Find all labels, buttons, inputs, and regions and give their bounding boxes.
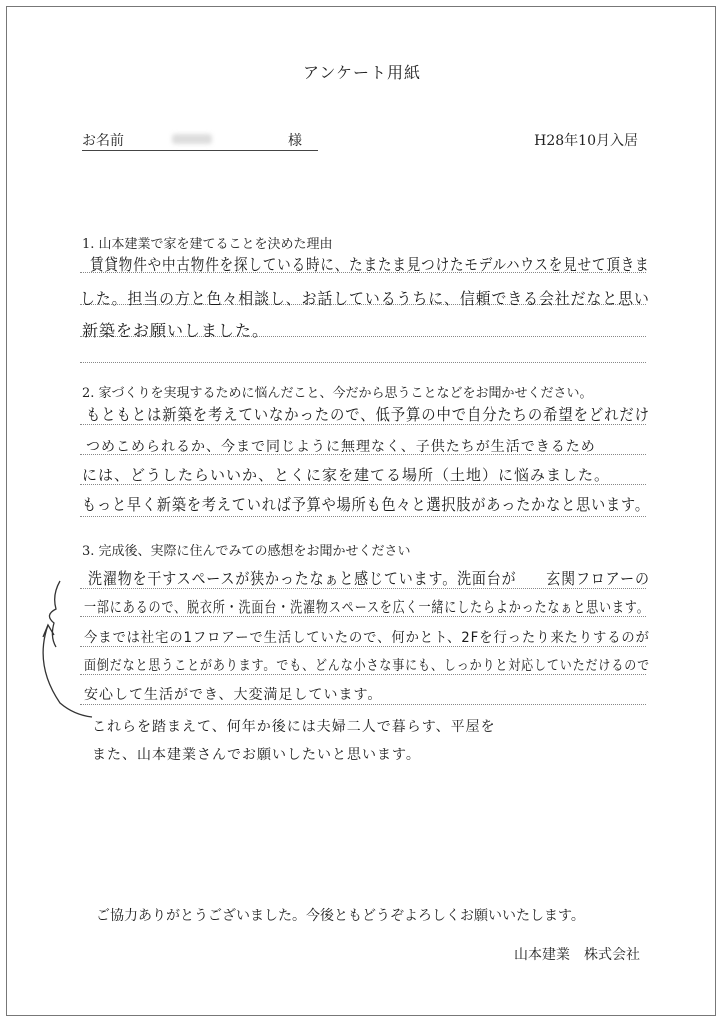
answer-2-line-2: つめこめられるか、今まで同じように無理なく、子供たちが生活できるため <box>86 439 596 455</box>
question-1-label: 1. 山本建業で家を建てることを決めた理由 <box>82 237 333 252</box>
answer-rule <box>80 704 646 705</box>
answer-3-line-2: 一部にあるので、脱衣所・洗面台・洗濯物スペースを広く一緒にしたらよかったなぁと思います。 <box>84 598 650 616</box>
answer-2-line-4: もっと早く新築を考えていれば予算や場所も色々と選択肢があったかなと思います。 <box>82 495 650 514</box>
answer-2-line-3: には、どうしたらいいか、とくに家を建てる場所（土地）に悩みました。 <box>82 466 611 484</box>
handwritten-arrow-annotation <box>30 575 100 735</box>
name-label: お名前 <box>82 133 124 149</box>
answer-3-line-3: 今までは社宅の1フロアーで生活していたので、何かとト、2Fを行ったり来たりするのが <box>84 630 650 646</box>
name-field <box>82 128 318 151</box>
question-2-label: 2. 家づくりを実現するために悩んだこと、今だから思うことなどをお聞かせください。 <box>82 386 593 401</box>
answer-3-line-6: これらを踏まえて、何年か後には夫婦二人で暮らす、平屋を <box>92 719 496 735</box>
redacted-name <box>172 134 212 144</box>
answer-1-line-1: 賃貸物件や中古物件を探している時に、たまたま見つけたモデルハウスを見せて頂きま <box>90 255 650 274</box>
move-in-date: H28年10月入居 <box>534 133 638 149</box>
answer-1-line-3: 新築をお願いしました。 <box>82 321 270 340</box>
answer-3-line-1: 洗濯物を干すスペースが狭かったなぁと感じています。洗面台が 玄関フロアーの <box>88 569 650 588</box>
company-name: 山本建業 株式会社 <box>514 947 640 963</box>
answer-rule <box>80 516 646 517</box>
answer-rule <box>80 362 646 363</box>
closing-message: ご協力ありがとうございました。今後ともどうぞよろしくお願いいたします。 <box>96 908 585 924</box>
answer-3-line-5: 安心して生活ができ、大変満足しています。 <box>84 687 383 703</box>
answer-3-line-7: また、山本建業さんでお願いしたいと思います。 <box>92 747 421 763</box>
page-title: アンケート用紙 <box>302 63 422 82</box>
answer-1-line-2: した。担当の方と色々相談し、お話しているうちに、信頼できる会社だなと思い <box>80 289 650 308</box>
name-suffix: 様 <box>288 133 302 149</box>
answer-2-line-1: もともとは新築を考えていなかったので、低予算の中で自分たちの希望をどれだけ <box>86 405 650 424</box>
answer-3-line-4: 面倒だなと思うことがあります。でも、どんな小さな事にも、しっかりと対応していただけるので <box>84 658 650 674</box>
question-3-label: 3. 完成後、実際に住んでみての感想をお聞かせください <box>82 544 411 559</box>
